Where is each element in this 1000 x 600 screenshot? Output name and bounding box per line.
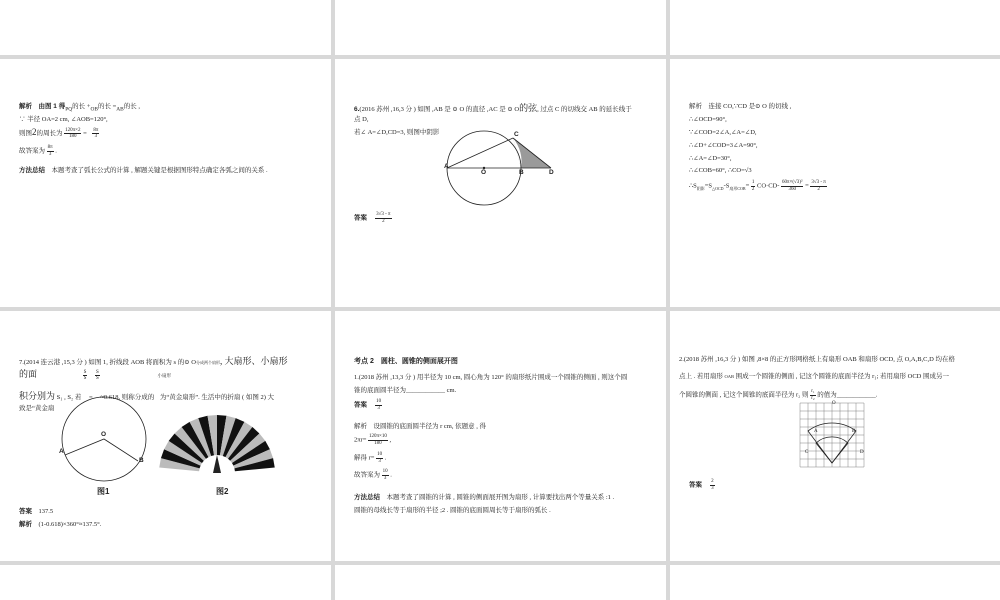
text: 的周长为 (36, 130, 63, 137)
numerator: S (83, 369, 87, 375)
text: = (805, 182, 809, 190)
question-line-3 (679, 389, 877, 401)
label-b: B (139, 457, 144, 464)
question-line-4: 致是“黄金扇 (19, 405, 55, 412)
answer-line (354, 399, 382, 411)
analysis-line-3 (19, 127, 99, 140)
analysis-line (19, 521, 101, 529)
slide-lower-left (0, 565, 331, 600)
text: 小扇形 (157, 373, 171, 378)
text: 的长 = (97, 103, 117, 110)
label-o: O (832, 401, 836, 406)
label-c: C (514, 131, 519, 138)
text: 故答案为 (19, 147, 45, 155)
answer-label: 答案 (689, 481, 702, 489)
question-number: 6. (354, 106, 360, 113)
polyline-aob (65, 439, 138, 461)
answer-label: 答案 (354, 401, 367, 409)
text: . (875, 391, 878, 399)
answer-line (354, 212, 392, 224)
label-o: O (481, 169, 487, 176)
subscript: 扇形COB (729, 185, 746, 191)
denominator: 3 (377, 405, 380, 411)
denominator: 3 (711, 485, 714, 491)
question-line-2 (679, 373, 949, 381)
answer-blank: ____________ (406, 387, 445, 394)
fraction (810, 389, 815, 401)
label-o: O (101, 431, 107, 438)
numerator: 1 (751, 180, 755, 185)
numerator: 8π (93, 127, 99, 133)
text: 的长 + (72, 103, 91, 110)
text: ∴S (689, 182, 697, 190)
analysis-line-7 (689, 180, 827, 192)
section-title: 考点 2 圆柱、圆锥的侧面展开图 (354, 358, 458, 365)
text: = (745, 182, 750, 190)
question-line-1 (354, 103, 632, 115)
arc-ob: OB (90, 106, 98, 113)
text: cm. (446, 387, 457, 394)
analysis-line-1 (19, 103, 140, 113)
summary-text: 本题考查了弧长公式的计算 , 解题关键是根据图形特点确定各弧之间的关系 . (51, 167, 268, 174)
question-line-3: 若∠ A=∠D,CD=3, 则图中阴影 (354, 129, 440, 136)
text: ≈0.618, 则称分成的 (100, 394, 155, 401)
slide-top-center (335, 0, 666, 55)
summary-line-2: 圆锥的母线长等于扇形的半径 ;2 . 圆锥的底面圆周长等于扇形的弧长 . (354, 507, 551, 514)
circle-tangent-figure (443, 130, 563, 202)
slide-lower-center (335, 565, 666, 600)
fraction (83, 370, 88, 382)
text: S₁ , S₂ 若 (56, 394, 82, 401)
text: 分成两个扇形 (195, 360, 220, 365)
answer-fraction (375, 212, 391, 224)
summary-label: 方法总结 (19, 167, 45, 174)
denominator: 360 (788, 186, 796, 192)
slide-lower-right (670, 565, 1000, 600)
text: 围成一个圆锥的侧面 , 记这个圆锥的底面半径为 r₁; 若用扇形 OCD 围成另一 (735, 373, 949, 380)
question-line-1: 2.(2018 苏州 ,16,3 分 ) 如图 ,8×8 的正方形网格纸上有扇形 OAB 和扇形 OCD, 点 O,A,B,C,D 均在格 (679, 356, 955, 363)
slide-bot-center (335, 311, 666, 561)
analysis-text: (1-0.618)×360°≈137.5°. (38, 521, 102, 528)
arc-ab: AB (116, 106, 124, 113)
question-line-1 (19, 356, 288, 368)
fraction (368, 434, 388, 446)
arc-pq: PQ (65, 106, 73, 113)
analysis-label: 解析 (19, 521, 32, 528)
analysis-line-1: 解析 连接 CO,∵CD 是⊙ O 的切线 , (689, 103, 792, 110)
denominator: r₂ (811, 395, 815, 401)
denominator: S (83, 376, 87, 382)
answer-line (19, 508, 53, 516)
label-d: D (549, 169, 554, 176)
text: . (384, 454, 387, 462)
value: √3 (744, 167, 752, 174)
question-line-2: 点 D, (354, 116, 369, 123)
text: = (89, 394, 93, 401)
text: , 过点 C 的切线交 AB 的延长线于 (537, 106, 632, 113)
fraction (382, 469, 389, 481)
text: 的面 (19, 369, 38, 379)
denominator: 2 (382, 218, 385, 224)
denominator: 3 (48, 151, 52, 157)
label-b: B (519, 169, 524, 176)
text: 的值为 (817, 391, 837, 399)
numerator: r₁ (811, 389, 815, 394)
numerator: 10 (376, 399, 382, 404)
text: =S (704, 182, 713, 190)
denominator: 3 (94, 134, 98, 140)
analysis-line-5: ∴∠A=∠D=30°, (689, 155, 732, 162)
analysis-line-2: ∴∠OCD=90°, (689, 116, 727, 123)
label-c: C (805, 450, 809, 455)
numerator: 10 (377, 452, 383, 457)
analysis-line-6 (689, 167, 752, 175)
text: (2016 苏州 ,16,3 分 ) 如图 ,AB 是 ⊙ O 的直径 ,AC 是 ⊙ O (359, 106, 520, 113)
subscript: 阴影 (696, 185, 705, 191)
text: , 大扇形、小扇形 (219, 356, 288, 366)
denominator: 3 (383, 475, 387, 481)
numerator: 2 (711, 479, 714, 484)
text: , (389, 436, 392, 444)
fraction (751, 180, 756, 192)
numerator: S (96, 369, 99, 375)
text: 则图 (19, 130, 32, 137)
answer-line (689, 479, 715, 491)
numerator: 10 (382, 469, 388, 474)
figure-2-caption: 图2 (216, 487, 229, 496)
summary-label: 方法总结 (354, 494, 380, 501)
label-a: A (814, 429, 818, 434)
fraction (376, 452, 383, 464)
analysis-label: 解析 由图 1 得 (19, 103, 66, 110)
text: ∴∠COB=60°, ∴CO= (689, 167, 745, 174)
label-a: A (59, 448, 64, 455)
answer-fraction (710, 479, 715, 491)
summary-text: 本题考查了圆锥的计算 , 圆锥的侧面展开图为扇形 , 计算要找出两个等量关系 :1 . (386, 494, 615, 501)
answer-blank: ____________ (836, 391, 876, 399)
question-line-2 (19, 369, 171, 382)
fraction (95, 370, 100, 382)
text: . (390, 471, 392, 479)
denominator: 3 (378, 458, 381, 464)
text: 解得 r= (354, 454, 375, 462)
numerator: 120π×10 (369, 434, 387, 439)
slide-top-right (670, 0, 1000, 55)
label-b: B (852, 429, 856, 434)
label-d: D (860, 450, 864, 455)
summary-line-1 (354, 494, 614, 502)
numerator: 3√3 - π (811, 180, 826, 185)
answer-fraction (375, 399, 382, 411)
denominator: 2 (817, 186, 820, 192)
text: 个圆锥的侧面 , 记这个圆锥的底面半径为 r₂ 则 (679, 391, 809, 399)
fan-handle (213, 455, 221, 473)
question-line-1: 1.(2018 苏州 ,13,3 分 ) 用半径为 10 cm, 圆心角为 120° 的扇形纸片围成一个圆锥的侧面 , 则这个圆 (354, 374, 628, 381)
figure-1-circle (60, 411, 160, 483)
analysis-line-2: ∵ 半径 OA=2 cm, ∠AOB=120°, (19, 116, 108, 123)
analysis-line-4: ∴∠D+∠COD=3∠A=90°, (689, 142, 758, 149)
text: 的长 , (123, 103, 141, 110)
slide-top-left (0, 0, 331, 55)
question-line-2 (354, 387, 456, 395)
slide-mid-right (670, 59, 1000, 307)
fraction (47, 145, 54, 157)
text: 点上 . 若用扇形 (679, 373, 723, 380)
analysis-line-2 (354, 434, 391, 446)
text: 的弦 (519, 103, 538, 113)
numerator: 60π×(√3)² (782, 180, 803, 185)
figure-1-caption: 图1 (97, 487, 110, 496)
folding-fan-image (165, 409, 269, 475)
slide-bot-left (0, 311, 331, 561)
text: 2πr= (354, 436, 367, 444)
fraction (92, 128, 99, 140)
text: OAB (724, 374, 735, 379)
numerator: 3√3 - π (376, 212, 391, 217)
label-a: A (444, 163, 449, 170)
denominator: 2 (751, 186, 755, 192)
slide-mid-left (0, 59, 331, 307)
slide-mid-center (335, 59, 666, 307)
analysis-line-1: 解析 设圆锥的底面圆半径为 r cm, 依题意 , 得 (354, 423, 486, 430)
text: -S (723, 182, 730, 190)
text: 锥的底面圆半径为 (354, 387, 406, 394)
analysis-line-4 (19, 145, 57, 157)
text: = (83, 130, 87, 137)
text: 故答案为 (354, 471, 380, 479)
analysis-line-4 (354, 469, 392, 481)
text: . (55, 147, 57, 155)
answer-label: 答案 (354, 214, 367, 222)
figure-number: 2 (32, 127, 37, 137)
slide-bot-right (670, 311, 1000, 561)
answer-label: 答案 (19, 508, 32, 515)
subscript: △OCD (712, 185, 724, 191)
denominator: 180 (69, 134, 77, 140)
question-line-3 (19, 391, 274, 403)
text: 积分别为 (19, 391, 56, 401)
denominator: S (96, 376, 99, 382)
fraction (64, 128, 81, 140)
fraction (810, 180, 826, 192)
denominator: 180 (374, 440, 382, 446)
numerator: 8π (47, 145, 53, 150)
text: 7.(2014 连云港 ,15,3 分 ) 如图 1, 折线段 AOB 将面积为 s 的⊙ O (19, 359, 196, 366)
numerator: 120π×2 (65, 127, 81, 133)
text: 为“黄金扇形”. 生活中的折扇 ( 如图 2) 大 (159, 394, 275, 401)
answer-value: 137.5 (38, 508, 54, 515)
fraction (781, 180, 803, 192)
analysis-line-3: ∵∠COD=2∠A,∠A=∠D, (689, 129, 757, 136)
text: CO·CD- (757, 182, 780, 190)
summary-line (19, 167, 268, 175)
analysis-line-3 (354, 452, 386, 464)
